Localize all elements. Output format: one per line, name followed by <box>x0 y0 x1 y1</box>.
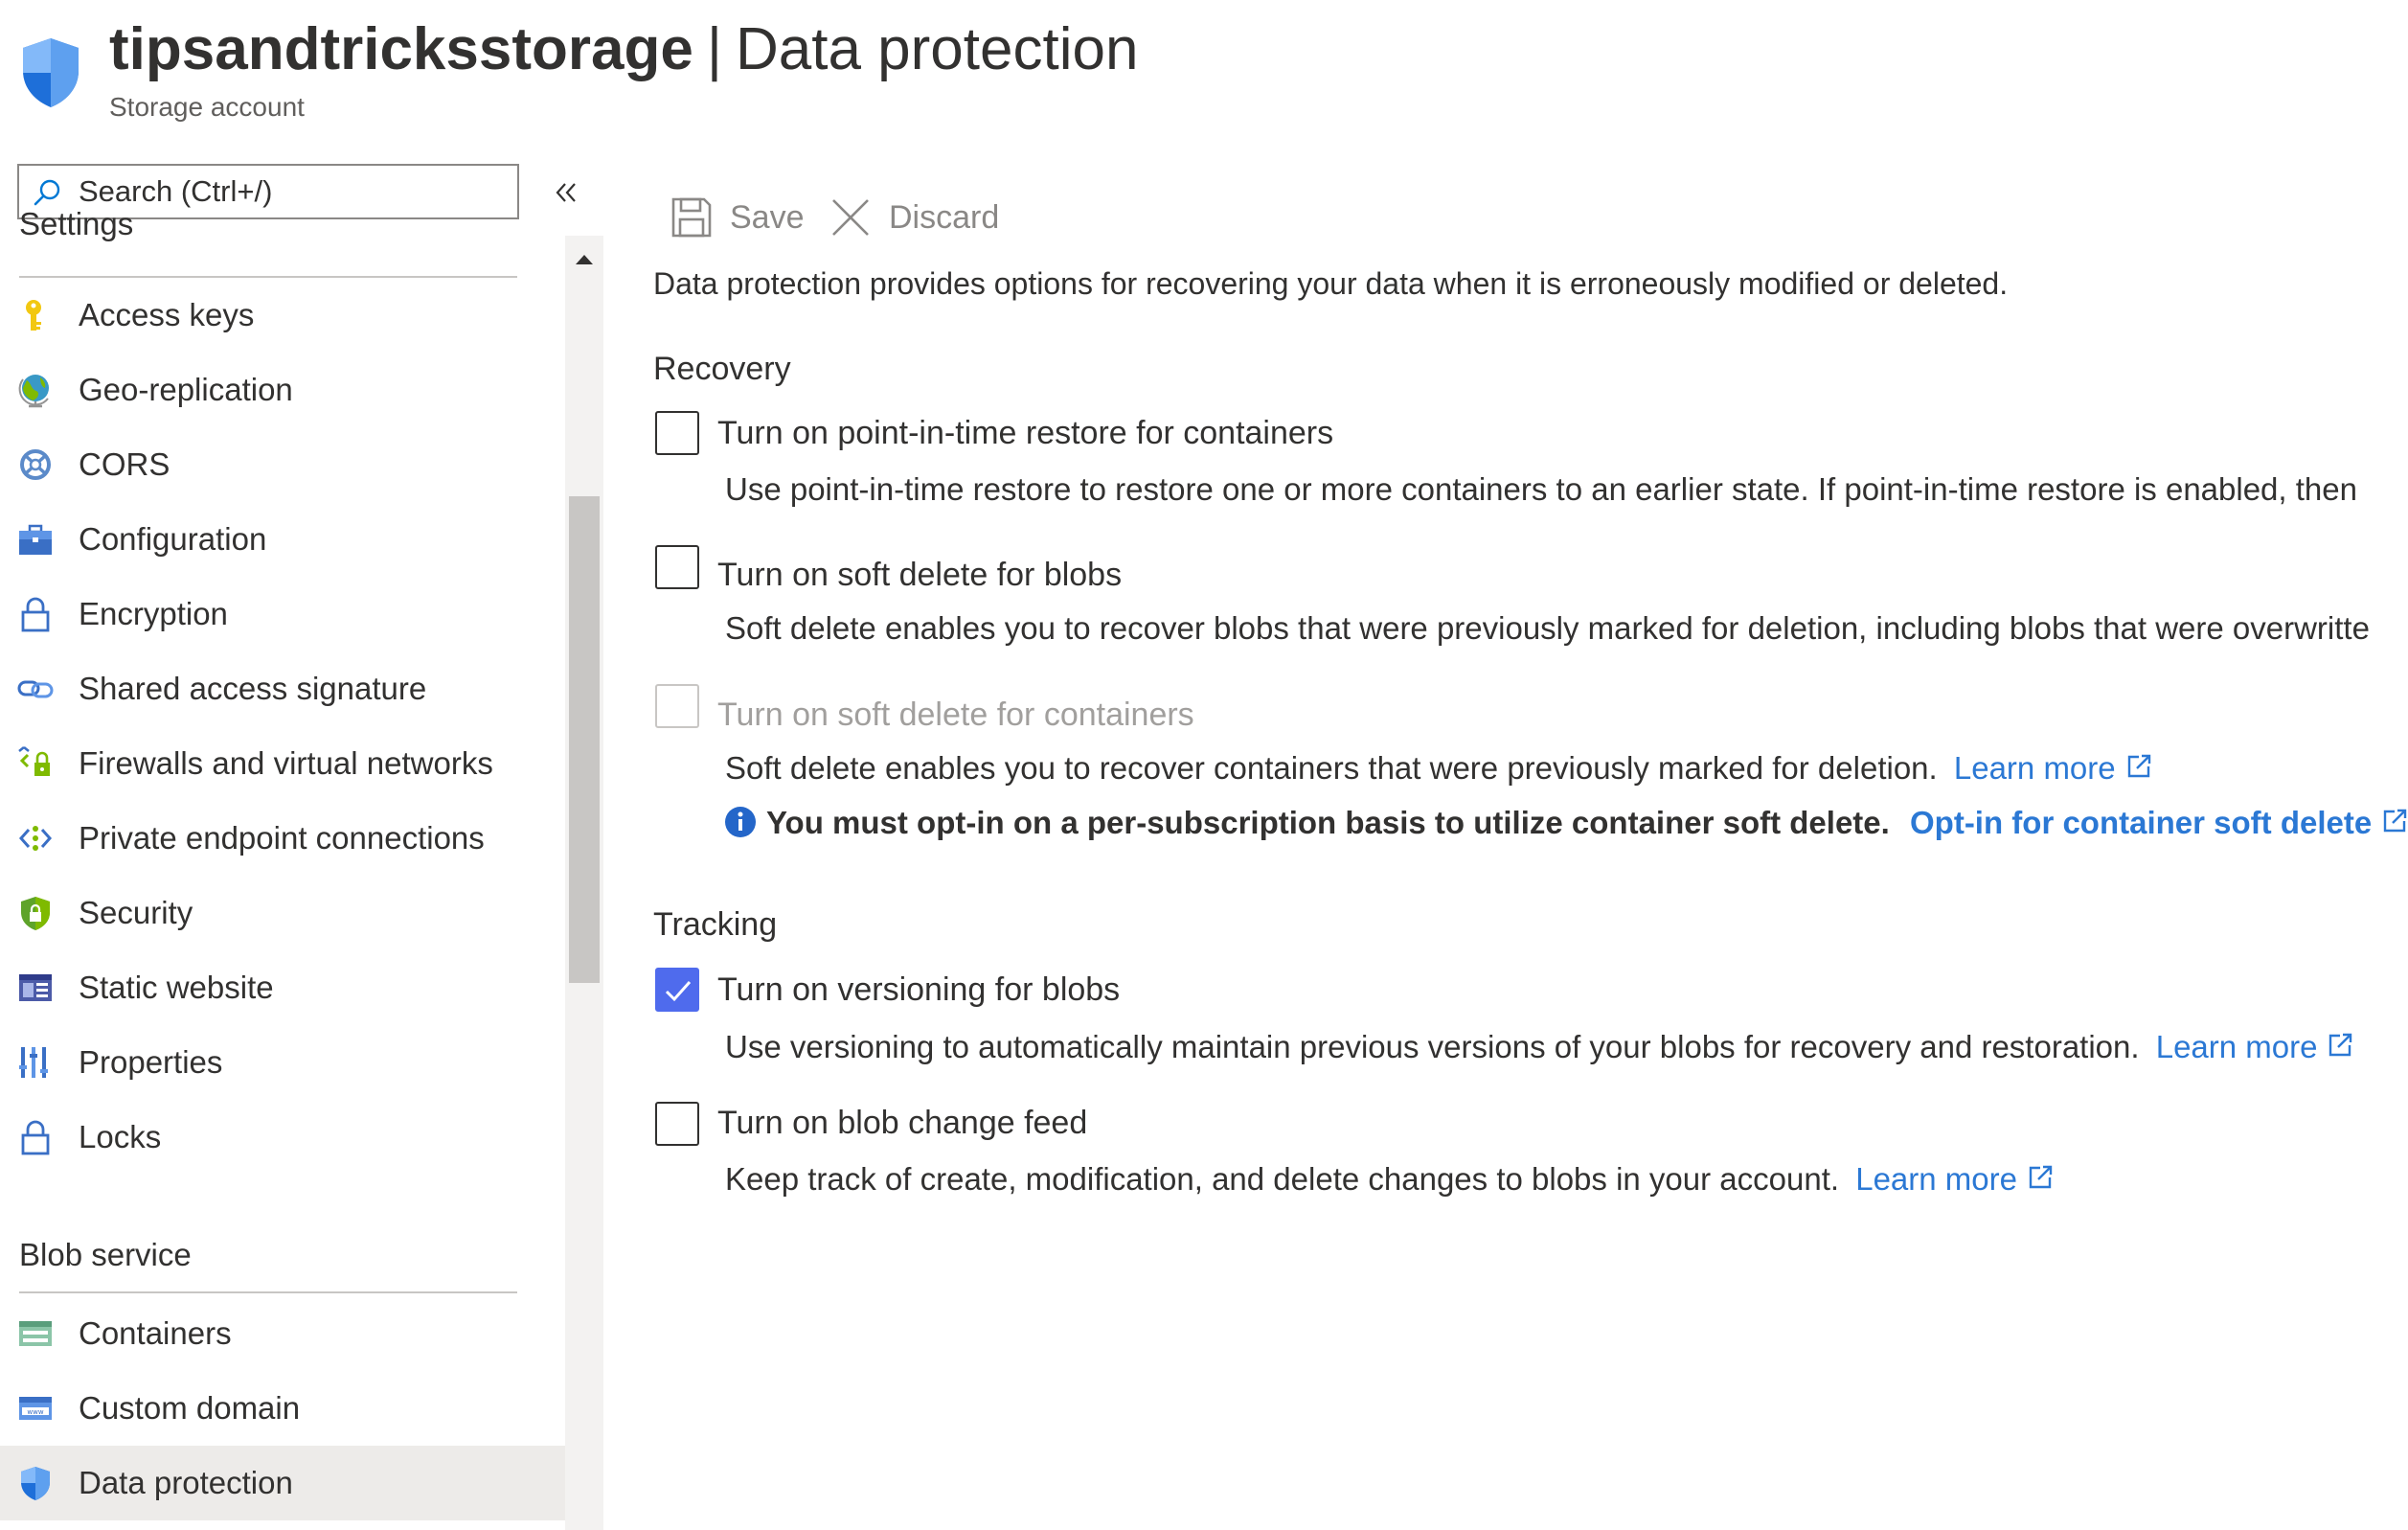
recovery-header: Recovery <box>653 351 791 387</box>
sidebar-item-containers[interactable] <box>0 1296 565 1371</box>
sidebar-scrollbar[interactable] <box>565 236 603 1530</box>
notice-text: You must opt-in on a per-subscription basis to utilize container soft delete. <box>766 805 1890 840</box>
soft-delete-blobs-checkbox[interactable] <box>655 545 699 589</box>
sidebar-item-properties[interactable] <box>0 1025 565 1100</box>
sidebar-item-cors[interactable] <box>0 427 565 502</box>
pitr-description: Use point-in-time restore to restore one or more containers to an earlier state. If point-in-time restore is enabled, then <box>725 471 2357 507</box>
opt-in-link[interactable] <box>1910 805 2408 840</box>
checkmark-icon <box>664 977 693 1004</box>
versioning-title: Turn on versioning for blobs <box>717 971 1121 1008</box>
sidebar-item-configuration[interactable] <box>0 502 565 577</box>
sidebar-item-label: Locks <box>79 1119 162 1154</box>
learn-more-text: Learn more <box>2155 1029 2318 1064</box>
blade-description: Data protection provides options for recovering your data when it is erroneously modified or deleted. <box>653 266 2009 301</box>
sidebar-item-label: Firewalls and virtual networks <box>79 745 493 781</box>
sidebar-nav <box>0 206 565 1530</box>
resource-name: tipsandtricksstorage <box>109 16 693 82</box>
sidebar-item-label: Configuration <box>79 521 267 557</box>
change-feed-description <box>725 1158 2054 1200</box>
link-icon <box>17 671 54 707</box>
external-link-icon <box>2381 808 2408 834</box>
info-icon <box>724 806 757 838</box>
versioning-checkbox[interactable] <box>655 968 699 1012</box>
learn-more-link[interactable] <box>1855 1161 2054 1197</box>
description-text: Keep track of create, modification, and delete changes to blobs in your account. <box>725 1161 1840 1197</box>
sidebar-item-label: Private endpoint connections <box>79 820 485 856</box>
sidebar-item-label: Containers <box>79 1315 232 1351</box>
sidebar-item-label: Encryption <box>79 596 228 631</box>
description-text: Use versioning to automatically maintain previous versions of your blobs for recovery and restoration. <box>725 1029 2140 1064</box>
soft-delete-containers-checkbox[interactable] <box>655 684 699 728</box>
pitr-checkbox[interactable] <box>655 411 699 455</box>
blade-name: Data protection <box>735 16 1139 82</box>
storage-shield-icon <box>19 36 82 109</box>
sidebar-item-static-website[interactable] <box>0 950 565 1025</box>
key-icon <box>17 297 54 333</box>
sidebar-item-label: Custom domain <box>79 1390 301 1426</box>
sidebar-item-label: Access keys <box>79 297 255 332</box>
cors-icon <box>17 446 54 483</box>
soft-delete-containers-title: Turn on soft delete for containers <box>717 696 1194 733</box>
sidebar-item-custom-domain[interactable] <box>0 1371 565 1446</box>
lock-icon <box>17 1119 54 1155</box>
external-link-icon <box>2027 1164 2054 1191</box>
sidebar-item-access-keys[interactable] <box>0 278 565 353</box>
firewall-icon <box>17 745 54 782</box>
description-text: Soft delete enables you to recover containers that were previously marked for deletion. <box>725 750 1938 786</box>
section-header-settings: Settings <box>19 206 134 241</box>
shield-icon <box>17 1465 54 1501</box>
sidebar-item-label: Static website <box>79 970 274 1005</box>
sidebar-item-label: CORS <box>79 446 170 482</box>
sidebar-item-geo-replication[interactable] <box>0 353 565 427</box>
sidebar-item-private-endpoint-connections[interactable] <box>0 801 565 876</box>
scrollbar-thumb[interactable] <box>569 496 600 983</box>
tracking-header: Tracking <box>653 906 778 943</box>
briefcase-icon <box>17 521 54 558</box>
soft-delete-blobs-title: Turn on soft delete for blobs <box>717 557 1123 593</box>
pitr-title: Turn on point-in-time restore for containers <box>717 415 1334 451</box>
website-icon <box>17 970 54 1006</box>
endpoint-icon <box>17 820 54 856</box>
opt-in-notice <box>724 802 2408 844</box>
discard-button[interactable] <box>829 190 1002 245</box>
sidebar-item-encryption[interactable] <box>0 577 565 651</box>
soft-delete-blobs-description: Soft delete enables you to recover blobs that were previously marked for deletion, including blobs that were overwritte <box>725 610 2370 646</box>
opt-in-link-text: Opt-in for container soft delete <box>1910 805 2373 840</box>
globe-icon <box>17 372 54 408</box>
lock-icon <box>17 596 54 632</box>
sidebar-item-data-protection[interactable] <box>0 1446 565 1520</box>
collapse-menu-button[interactable] <box>548 178 586 207</box>
sidebar-item-label: Shared access signature <box>79 671 427 706</box>
sidebar-item-label: Security <box>79 895 193 930</box>
containers-icon <box>17 1315 54 1352</box>
search-input[interactable] <box>79 166 510 217</box>
learn-more-text: Learn more <box>1953 750 2116 786</box>
change-feed-title: Turn on blob change feed <box>717 1105 1088 1141</box>
sidebar-item-label: Data protection <box>79 1465 293 1500</box>
sidebar-item-locks[interactable] <box>0 1100 565 1175</box>
learn-more-link[interactable] <box>1954 750 2152 786</box>
external-link-icon <box>2327 1032 2353 1059</box>
soft-delete-containers-description <box>725 747 2152 789</box>
learn-more-text: Learn more <box>1855 1161 2017 1197</box>
discard-label: Discard <box>889 199 1000 236</box>
versioning-description <box>725 1026 2353 1068</box>
save-icon <box>670 196 713 239</box>
properties-icon <box>17 1044 54 1081</box>
section-header-blob-service: Blob service <box>19 1237 192 1272</box>
double-chevron-left-icon <box>548 178 586 207</box>
learn-more-link[interactable] <box>2156 1029 2354 1064</box>
shield-lock-icon <box>17 895 54 931</box>
page-subtitle: Storage account <box>109 92 305 122</box>
external-link-icon <box>2125 753 2152 780</box>
page-title <box>109 13 1138 86</box>
www-icon <box>17 1390 54 1427</box>
save-button[interactable] <box>670 190 805 245</box>
change-feed-checkbox[interactable] <box>655 1102 699 1146</box>
close-icon <box>829 196 872 239</box>
sidebar-item-label: Properties <box>79 1044 223 1080</box>
title-separator: | <box>706 16 722 82</box>
sidebar-item-shared-access-signature[interactable] <box>0 651 565 726</box>
scroll-up-arrow-icon[interactable] <box>575 253 594 266</box>
sidebar-item-security[interactable] <box>0 876 565 950</box>
save-label: Save <box>730 199 805 236</box>
divider <box>19 1291 517 1293</box>
sidebar-item-label: Geo-replication <box>79 372 293 407</box>
sidebar-item-firewalls-and-virtual-networks[interactable] <box>0 726 565 801</box>
svg-text:www: www <box>27 1408 44 1416</box>
